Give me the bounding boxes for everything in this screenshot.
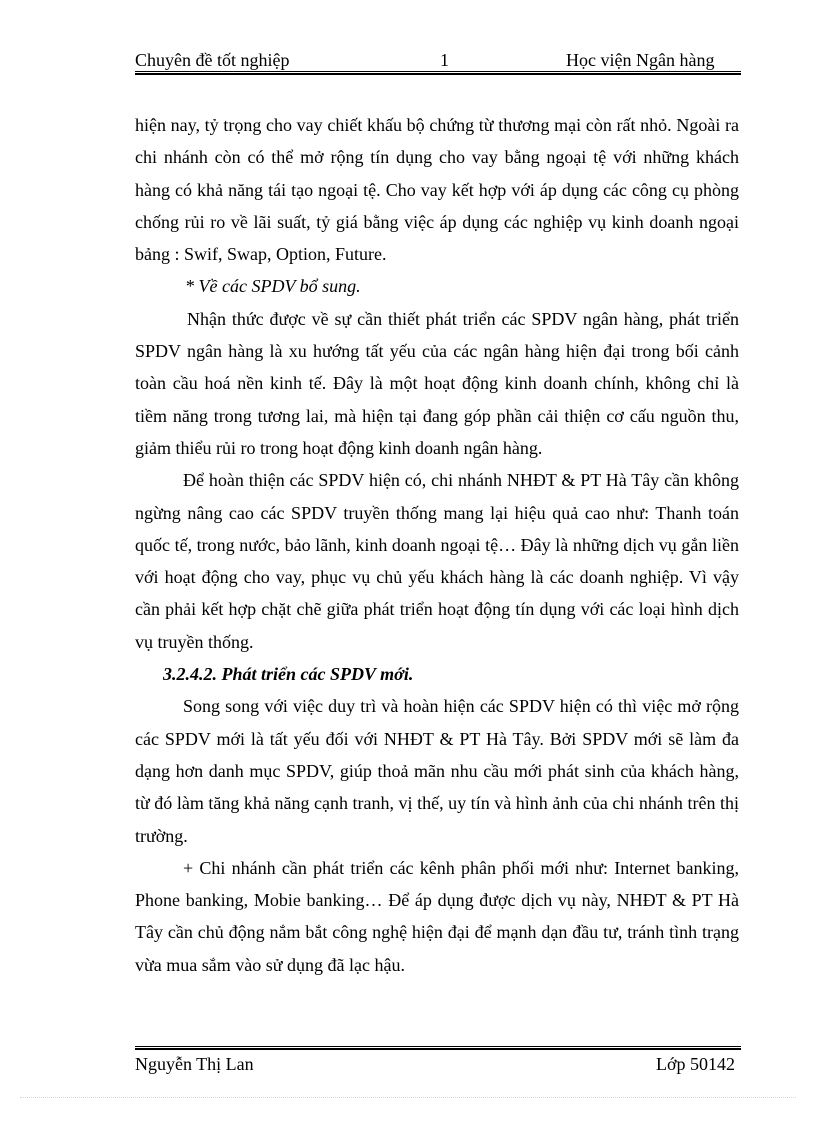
paragraph-3: Để hoàn thiện các SPDV hiện có, chi nhánh NHĐT & PT Hà Tây cần không ngừng nâng cao các SPDV truyền thống mang lại hiệu quả cao như: Thanh toán quốc tế, trong nước, bảo lãnh, kinh doanh ngoại tệ… Đây là những dịch vụ gắn liền với hoạt động cho vay, phục vụ chủ yếu khách hàng là các doanh nghiệp. Vì vậy cần phải kết hợp chặt chẽ giữa phát triển hoạt động tín dụng với các loại hình dịch vụ truyền thống. (135, 470, 739, 652)
footer-divider (135, 1046, 741, 1050)
paragraph-4: Song song với việc duy trì và hoàn hiện các SPDV hiện có thì việc mở rộng các SPDV mới là tất yếu đối với NHĐT & PT Hà Tây. Bởi SPDV mới sẽ làm đa dạng hơn danh mục SPDV, giúp thoả mãn nhu cầu mới phát sinh của khách hàng, từ đó làm tăng khả năng cạnh tranh, vị thế, uy tín và hình ảnh của chi nhánh trên thị trường. (135, 696, 739, 846)
page-footer (135, 1054, 739, 1076)
subsection-note: * Về các SPDV bổ sung. (185, 276, 361, 297)
paragraph-2: Nhận thức được về sự cần thiết phát triển các SPDV ngân hàng, phát triển SPDV ngân hàng là xu hướng tất yếu của các ngân hàng hiện đại trong bối cảnh toàn cầu hoá nền kinh tế. Đây là một hoạt động kinh doanh chính, không chỉ là tiềm năng trong tương lai, mà hiện tại đang góp phần cải thiện cơ cấu nguồn thu, giảm thiểu rủi ro trong hoạt động kinh doanh ngân hàng. (135, 308, 739, 458)
paragraph-1: hiện nay, tỷ trọng cho vay chiết khấu bộ chứng từ thương mại còn rất nhỏ. Ngoài ra chi nhánh còn có thể mở rộng tín dụng cho vay bằng ngoại tệ với những khách hàng có khả năng tái tạo ngoại tệ. Cho vay kết hợp với áp dụng các công cụ phòng chống rủi ro về lãi suất, tỷ giá bằng việc áp dụng các nghiệp vụ kinh doanh ngoại bảng : Swif, Swap, Option, Future. (135, 115, 739, 265)
footer-class: Lớp 50142 (655, 1054, 735, 1074)
header-institution: Học viện Ngân hàng (566, 50, 715, 70)
header-title: Chuyên đề tốt nghiệp (135, 50, 290, 70)
footer-author: Nguyễn Thị Lan (135, 1054, 254, 1074)
document-body (135, 109, 739, 981)
header-divider (135, 71, 741, 75)
header-page-number: 1 (440, 50, 449, 70)
section-heading: 3.2.4.2. Phát triển các SPDV mới. (163, 664, 414, 685)
paragraph-5: + Chi nhánh cần phát triển các kênh phân phối mới như: Internet banking, Phone banking, Mobie banking… Để áp dụng được dịch vụ này, NHĐT & PT Hà Tây cần chủ động nắm bắt công nghệ hiện đại để mạnh dạn đầu tư, tránh tình trạng vừa mua sắm vào sử dụng đã lạc hậu. (135, 857, 739, 975)
page-header (135, 50, 739, 72)
page-edge-dotted-line (20, 1097, 796, 1098)
